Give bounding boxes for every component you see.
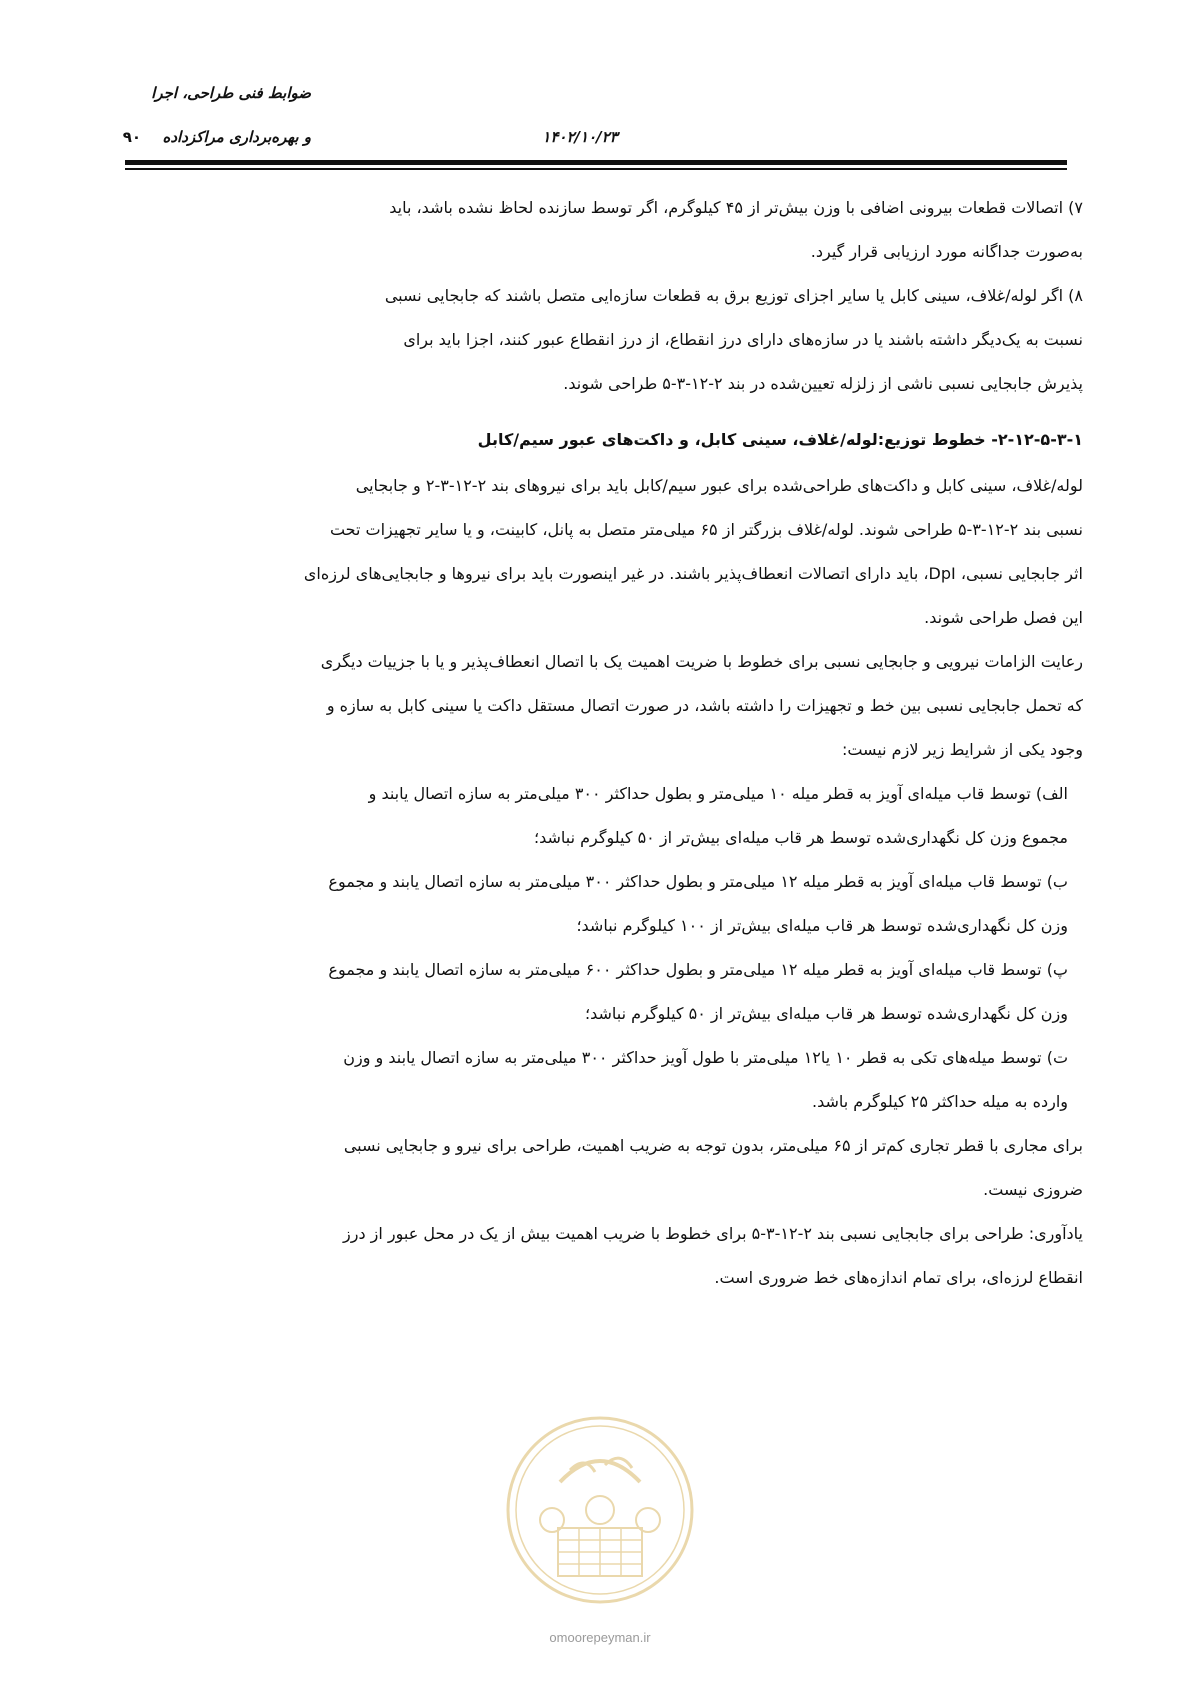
text-line: وجود یکی از شرایط زیر لازم نیست:	[841, 740, 1083, 759]
text-line: پذیرش جابجایی نسبی ناشی از زلزله تعیین‌شده در بند ۲-۱۲-۳-۵ طراحی شوند.	[563, 374, 1083, 393]
gear-icon	[586, 1496, 614, 1524]
header-title-line1: ضوابط فنی طراحی، اجرا	[151, 84, 311, 102]
paragraph-distribution-lines	[143, 464, 1083, 640]
document-body	[143, 186, 1083, 1300]
condition-be	[143, 860, 1083, 948]
text-line: رعایت الزامات نیرویی و جابجایی نسبی برای خطوط با ضریت اهمیت یک با اتصال انعطاف‌پذیر و یا با جزییات دیگری	[320, 652, 1083, 671]
paragraph-small-conduits	[143, 1124, 1083, 1212]
header-title-line2: و بهره‌برداری مراکزداده	[162, 128, 311, 146]
text-line: وزن کل نگهداری‌شده توسط هر قاب میله‌ای بیش‌تر از ۱۰۰ کیلوگرم نباشد؛	[576, 916, 1068, 935]
header-rule-thick	[125, 160, 1067, 165]
text-line: مجموع وزن کل نگهداری‌شده توسط هر قاب میله‌ای بیش‌تر از ۵۰ کیلوگرم نباشد؛	[533, 828, 1068, 847]
list-item-7	[143, 186, 1083, 274]
text-line: ضروزی نیست.	[983, 1180, 1083, 1199]
gear-icon	[636, 1508, 660, 1532]
text-line: که تحمل جابجایی نسبی بین خط و تجهیزات را داشته باشد، در صورت اتصال مستقل داکت یا سینی کابل به سازه و	[326, 696, 1083, 715]
watermark-url: omoorepeyman.ir	[549, 1630, 651, 1645]
text-line: یادآوری: طراحی برای جابجایی نسبی بند ۲-۱۲-۳-۵ برای خطوط با ضریب اهمیت بیش از یک در محل عبور از درز	[343, 1224, 1083, 1243]
text-line: نسبت به یک‌دیگر داشته باشند یا در سازه‌های دارای درز انقطاع، از درز انقطاع عبور کنند، اجزا باید برای	[403, 330, 1083, 349]
section-heading: ۲-۱۲-۵-۳-۱- خطوط توزیع:لوله/غلاف، سینی کابل، و داکت‌های عبور سیم/کابل	[477, 430, 1083, 449]
text-line: ۸) اگر لوله/غلاف، سینی کابل یا سایر اجزای توزیع برق به قطعات سازه‌ایی متصل باشند که جابجایی نسبی	[384, 286, 1083, 305]
text-line: پ) توسط قاب میله‌ای آویز به قطر میله ۱۲ میلی‌متر و بطول حداکثر ۶۰۰ میلی‌متر به سازه اتصال یابند و مجموع	[328, 960, 1068, 979]
list-item-8	[143, 274, 1083, 406]
text-line: این فصل طراحی شوند.	[924, 608, 1083, 627]
text-line: الف) توسط قاب میله‌ای آویز به قطر میله ۱۰ میلی‌متر و بطول حداکثر ۳۰۰ میلی‌متر به سازه اتصال یابند و	[368, 784, 1068, 803]
text-line: لوله/غلاف، سینی کابل و داکت‌های طراحی‌شده برای عبور سیم/کابل باید برای نیروهای بند ۲-۱۲-۳-۲ و جابجایی	[355, 476, 1083, 495]
header-rule-thin	[125, 168, 1067, 170]
text-line: اثر جابجایی نسبی، DpI، باید دارای اتصالات انعطاف‌پذیر باشند. در غیر اینصورت باید برای نیروها و جابجایی‌های لرزه‌ای	[303, 564, 1083, 583]
condition-pe	[143, 948, 1083, 1036]
header-date: ۱۴۰۲/۱۰/۲۳	[542, 128, 618, 146]
text-line: ۷) اتصالات قطعات بیرونی اضافی با وزن بیش‌تر از ۴۵ کیلوگرم، اگر توسط سازنده لحاظ نشده باشد، باید	[389, 198, 1083, 217]
paragraph-reminder	[143, 1212, 1083, 1300]
text-line: برای مجاری با قطر تجاری کم‌تر از ۶۵ میلی‌متر، بدون توجه به ضریب اهمیت، طراحی برای نیرو و جابجایی نسبی	[343, 1136, 1083, 1155]
text-line: انقطاع لرزه‌ای، برای تمام اندازه‌های خط ضروری است.	[714, 1268, 1083, 1287]
text-line: به‌صورت جداگانه مورد ارزیابی قرار گیرد.	[810, 242, 1083, 261]
watermark-logo	[500, 1410, 700, 1610]
condition-alef	[143, 772, 1083, 860]
page-number: ۹۰	[122, 128, 141, 146]
gear-icon	[540, 1508, 564, 1532]
text-line: وارده به میله حداکثر ۲۵ کیلوگرم باشد.	[812, 1092, 1068, 1111]
text-line: نسبی بند ۲-۱۲-۳-۵ طراحی شوند. لوله/غلاف بزرگتر از ۶۵ میلی‌متر متصل به پانل، کابینت، و یا سایر تجهیزات تحت	[329, 520, 1083, 539]
paragraph-requirements	[143, 640, 1083, 772]
text-line: ب) توسط قاب میله‌ای آویز به قطر میله ۱۲ میلی‌متر و بطول حداکثر ۳۰۰ میلی‌متر به سازه اتصال یابند و مجموع	[328, 872, 1068, 891]
text-line: ت) توسط میله‌های تکی به قطر ۱۰ یا۱۲ میلی‌متر با طول آویز حداکثر ۳۰۰ میلی‌متر به سازه اتصال یابند و وزن	[343, 1048, 1068, 1067]
condition-te	[143, 1036, 1083, 1124]
text-line: وزن کل نگهداری‌شده توسط هر قاب میله‌ای بیش‌تر از ۵۰ کیلوگرم نباشد؛	[585, 1004, 1068, 1023]
